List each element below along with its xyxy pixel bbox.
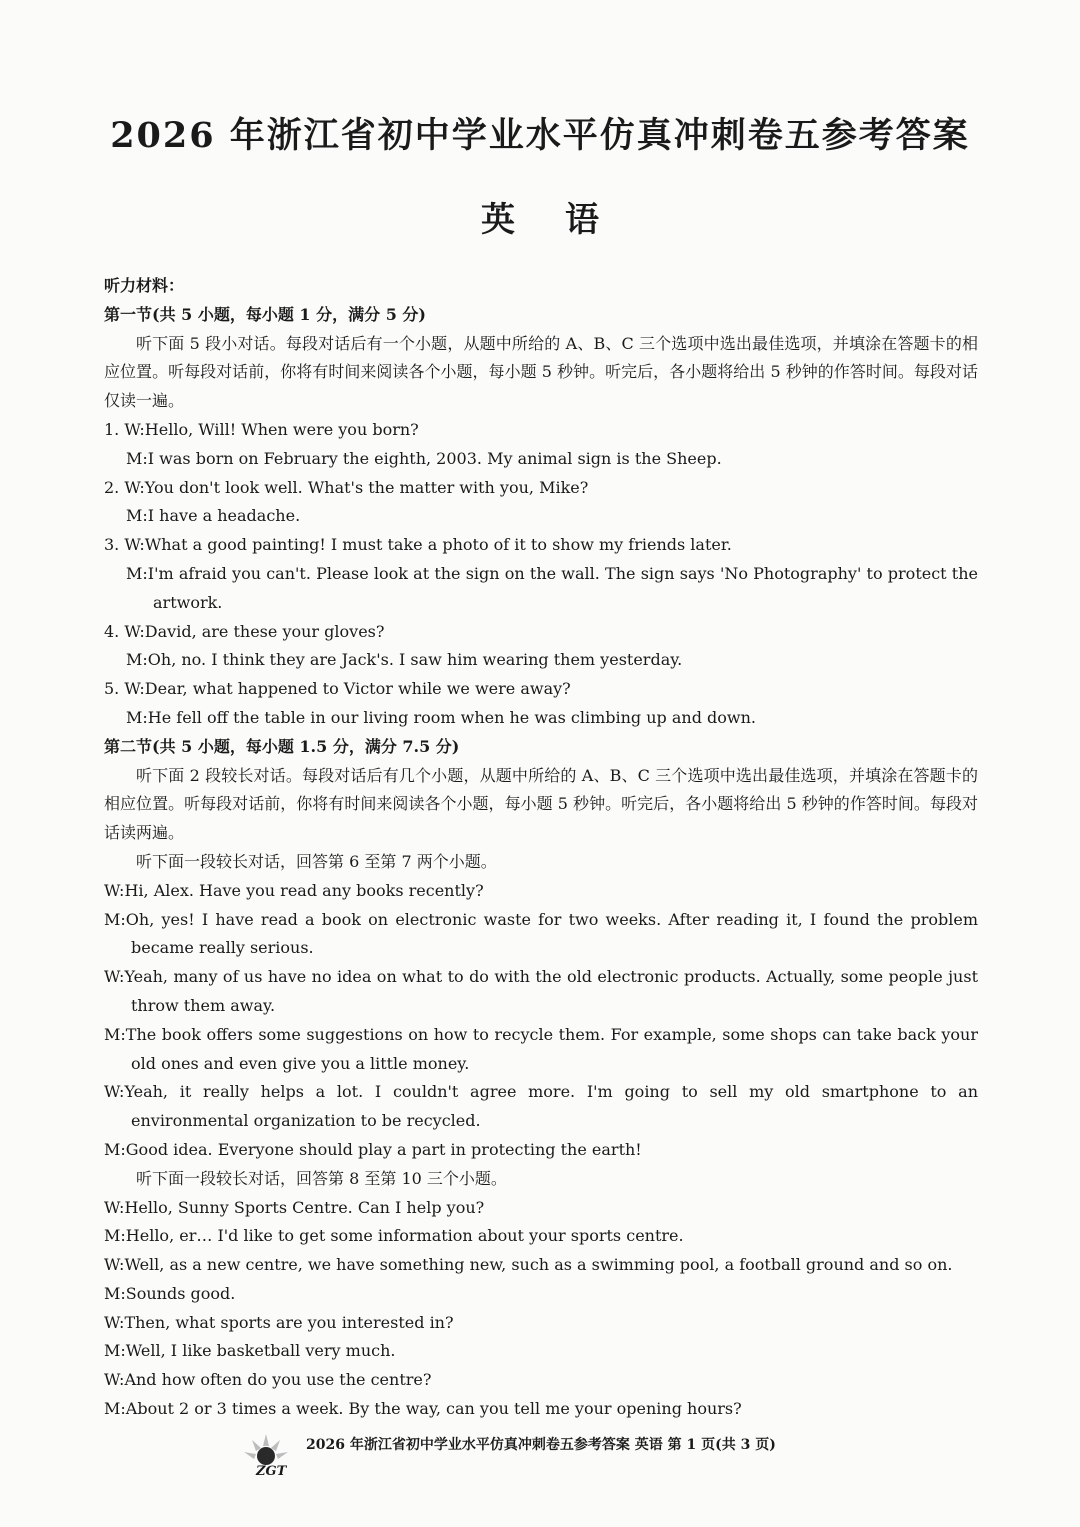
document-body [104, 272, 978, 1424]
dialogue-question: 5. W:Dear, what happened to Victor while we were away? [104, 679, 571, 699]
dialogue-4 [104, 618, 978, 676]
conversation-line: M:The book offers some suggestions on how to recycle them. For example, some shops can take back your old ones and even give you a little money. [104, 1024, 978, 1073]
conversation-line: M:Good idea. Everyone should play a part in protecting the earth! [104, 1139, 642, 1159]
footer-page-info: 2026 年浙江省初中学业水平仿真冲刺卷五参考答案 英语 第 1 页(共 3 页) [306, 1437, 776, 1453]
conversation-line: M:Well, I like basketball very much. [104, 1341, 396, 1361]
part1-heading: 第一节(共 5 小题，每小题 1 分，满分 5 分) [104, 304, 426, 324]
part2-instruction: 听下面 2 段较长对话。每段对话后有几个小题，从题中所给的 A、B、C 三个选项中选出最佳选项，并填涂在答题卡的相应位置。听每段对话前，你将有时间来阅读各个小题，每小题 5 秒钟。听完后，各小题将给出 5 秒钟的作答时间。每段对话读两遍。 [104, 765, 978, 843]
dialogue-response: M:He fell off the table in our living room when he was climbing up and down. [126, 707, 756, 727]
conversation-line: W:Then, what sports are you interested in? [104, 1312, 454, 1332]
dialogue-response: M:I have a headache. [126, 506, 301, 526]
conversation-2-intro: 听下面一段较长对话，回答第 8 至第 10 三个小题。 [136, 1168, 507, 1188]
conversation-line: M:Sounds good. [104, 1283, 236, 1303]
conversation-line: W:Hi, Alex. Have you read any books recently? [104, 880, 484, 900]
conversation-line: W:Well, as a new centre, we have something new, such as a swimming pool, a football ground and so on. [104, 1255, 953, 1275]
dialogue-3 [104, 531, 978, 617]
dialogue-5 [104, 675, 978, 733]
part1-instruction: 听下面 5 段小对话。每段对话后有一个小题，从题中所给的 A、B、C 三个选项中选出最佳选项，并填涂在答题卡的相应位置。听每段对话前，你将有时间来阅读各个小题，每小题 5 秒钟。听完后，各小题将给出 5 秒钟的作答时间。每段对话仅读一遍。 [104, 333, 978, 411]
section-label: 听力材料： [104, 276, 185, 295]
page-title: 2026 年浙江省初中学业水平仿真冲刺卷五参考答案 [110, 115, 970, 156]
dialogue-response: M:I'm afraid you can't. Please look at the sign on the wall. The sign says 'No Photography' to protect the artwork. [126, 563, 978, 612]
conversation-line: W:Yeah, many of us have no idea on what to do with the old electronic products. Actually, some people just throw them away. [104, 967, 978, 1015]
page-footer [240, 1432, 1000, 1480]
dialogue-1 [104, 416, 978, 474]
subject-heading: 英语 [481, 200, 649, 240]
dialogue-question: 4. W:David, are these your gloves? [104, 621, 385, 641]
conversation-line: W:And how often do you use the centre? [104, 1370, 432, 1390]
dialogue-2 [104, 474, 978, 532]
conversation-line: M:Hello, er… I'd like to get some information about your sports centre. [104, 1226, 684, 1246]
part2-heading: 第二节(共 5 小题，每小题 1.5 分，满分 7.5 分) [104, 736, 460, 756]
conversation-line: W:Yeah, it really helps a lot. I couldn't agree more. I'm going to sell my old smartphone to an environmental organization to be recycled. [104, 1082, 978, 1131]
dialogue-question: 3. W:What a good painting! I must take a photo of it to show my friends later. [104, 535, 732, 555]
logo-text: ZGT [256, 1464, 287, 1478]
conversation-line: M:Oh, yes! I have read a book on electronic waste for two weeks. After reading it, I found the problem became really serious. [104, 909, 978, 958]
conversation-1-intro: 听下面一段较长对话，回答第 6 至第 7 两个小题。 [136, 851, 497, 871]
conversation-line: W:Hello, Sunny Sports Centre. Can I help you? [104, 1197, 485, 1217]
dialogue-response: M:Oh, no. I think they are Jack's. I saw him wearing them yesterday. [126, 650, 683, 670]
dialogue-question: 1. W:Hello, Will! When were you born? [104, 419, 419, 439]
dialogue-question: 2. W:You don't look well. What's the matter with you, Mike? [104, 477, 589, 497]
conversation-line: M:About 2 or 3 times a week. By the way, can you tell me your opening hours? [104, 1399, 742, 1419]
dialogue-response: M:I was born on February the eighth, 2003. My animal sign is the Sheep. [126, 448, 722, 468]
publisher-logo-icon [240, 1432, 300, 1478]
